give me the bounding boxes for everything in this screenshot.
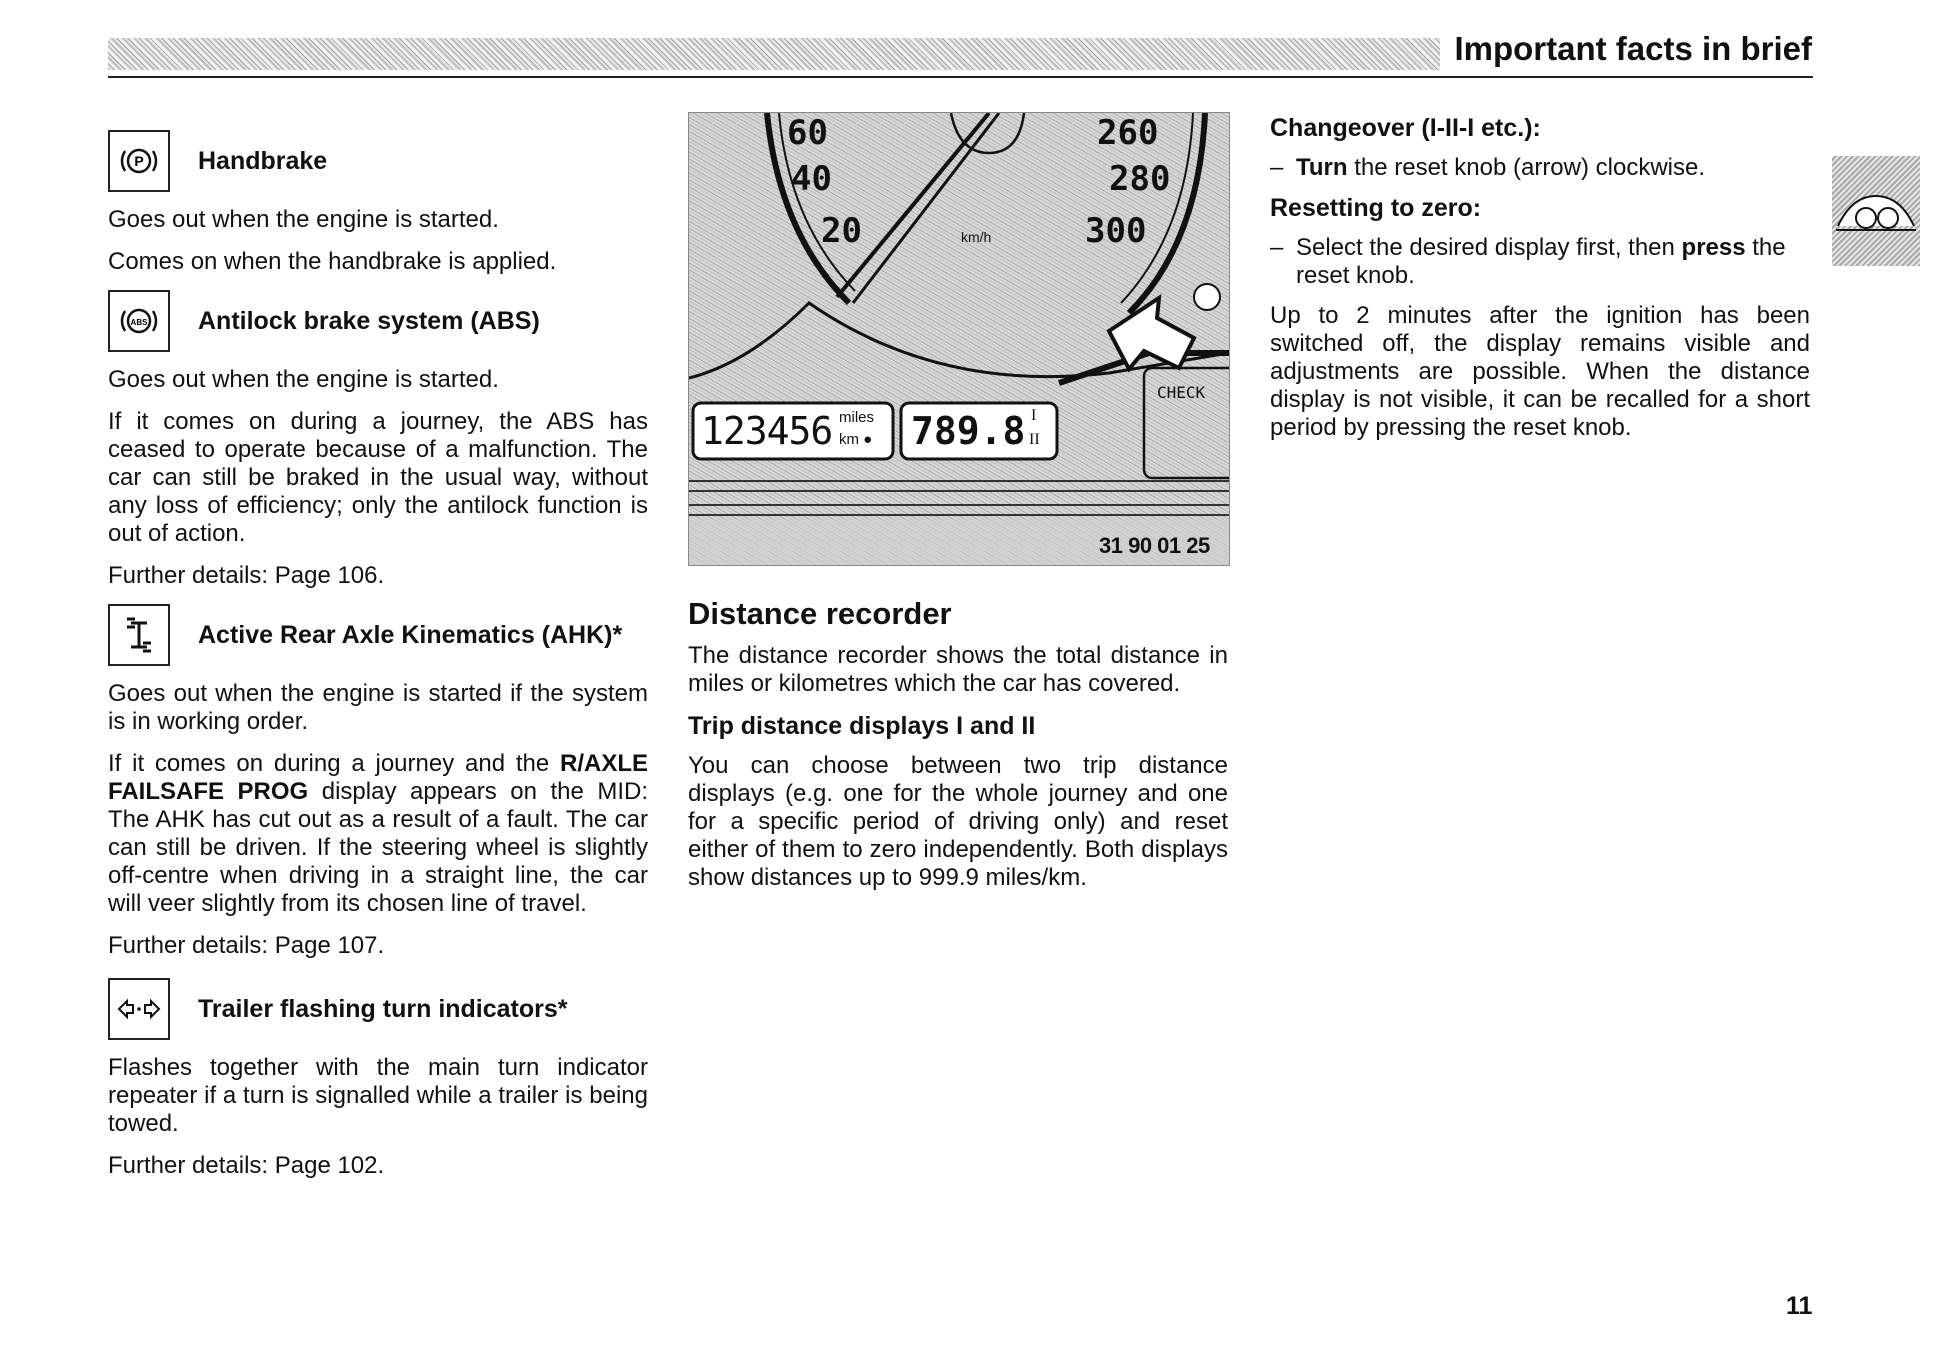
- left-column: [108, 130, 648, 1194]
- trailer-heading: [108, 978, 648, 1040]
- handbrake-title: Handbrake: [198, 147, 328, 175]
- odometer-unit-miles: miles: [839, 409, 875, 426]
- trailer-indicator-icon: [108, 978, 170, 1040]
- trailer-further-details: Further details: Page 102.: [108, 1152, 385, 1179]
- odometer-display: 123456: [701, 409, 833, 453]
- page-number: 11: [1786, 1292, 1813, 1320]
- scale-label-280: 280: [1109, 159, 1171, 199]
- ahk-further-details: Further details: Page 107.: [108, 932, 385, 959]
- right-column: [1270, 114, 1810, 456]
- chapter-tab: [1832, 156, 1920, 266]
- changeover-step: – Turn the reset knob (arrow) clockwise.: [1270, 154, 1706, 181]
- handbrake-heading: [108, 130, 648, 192]
- trip-indicator-i: I: [1031, 407, 1037, 424]
- right-paragraph: Up to 2 minutes after the ignition has been switched off, the display remains visible and adjustments are possible. When the distance display is not visible, it can be recalled for a short period by pressing the reset knob.: [1270, 302, 1810, 441]
- abs-text-1: Goes out when the engine is started.: [108, 366, 499, 393]
- ahk-text-1: Goes out when the engine is started if the system is in working order.: [108, 680, 648, 735]
- figure-code: 31 90 01 25: [1099, 533, 1210, 558]
- trip-display: 789.8: [911, 409, 1026, 453]
- ahk-title: Active Rear Axle Kinematics (AHK)*: [198, 621, 623, 649]
- odometer-unit-km: km ●: [839, 431, 873, 448]
- trailer-text-1: Flashes together with the main turn indicator repeater if a turn is signalled while a trailer is being towed.: [108, 1054, 648, 1137]
- page-header-title: Important facts in brief: [1454, 30, 1812, 67]
- abs-icon: [108, 290, 170, 352]
- abs-heading: [108, 290, 648, 352]
- header-rule: [108, 76, 1813, 78]
- distance-recorder-title: Distance recorder: [688, 596, 952, 631]
- trailer-title: Trailer flashing turn indicators*: [198, 995, 568, 1023]
- handbrake-text-2: Comes on when the handbrake is applied.: [108, 248, 557, 275]
- ahk-heading: [108, 604, 648, 666]
- abs-text-2: If it comes on during a journey, the ABS has ceased to operate because of a malfunction. The car can still be braked in the usual way, without any loss of efficiency; only the antilock function is out of action.: [108, 408, 648, 547]
- trip-distance-title: Trip distance displays I and II: [688, 712, 1036, 740]
- scale-label-40: 40: [791, 159, 832, 199]
- scale-label-300: 300: [1085, 211, 1147, 251]
- speed-unit-label: km/h: [961, 229, 992, 245]
- scale-label-60: 60: [787, 113, 828, 153]
- svg-text:P: P: [134, 153, 144, 169]
- abs-title: Antilock brake system (ABS): [198, 307, 540, 335]
- ahk-text-2: If it comes on during a journey and the R/AXLE FAILSAFE PROG display appears on the MID: The AHK has cut out as a result of a fault. The car can still be driven. If the steering wheel is slightly off-centre when driving in a straight line, the car will veer slightly from its chosen line of travel.: [108, 750, 648, 917]
- scale-label-20: 20: [821, 211, 862, 251]
- rear-axle-icon: [108, 604, 170, 666]
- check-label: CHECK: [1157, 383, 1206, 402]
- middle-column: [688, 596, 1228, 906]
- trip-indicator-ii: II: [1029, 431, 1040, 448]
- brake-p-icon: [108, 130, 170, 192]
- abs-further-details: Further details: Page 106.: [108, 562, 385, 589]
- handbrake-text-1: Goes out when the engine is started.: [108, 206, 499, 233]
- svg-text:ABS: ABS: [130, 318, 148, 327]
- header-pattern-bar: [108, 38, 1440, 70]
- scale-label-260: 260: [1097, 113, 1159, 153]
- reset-title: Resetting to zero:: [1270, 194, 1482, 222]
- trip-distance-text: You can choose between two trip distance displays (e.g. one for the whole journey and one for a specific period of driving only) and reset either of them to zero independently. Both displays show distances up to 999.9 miles/km.: [688, 752, 1228, 891]
- distance-recorder-text: The distance recorder shows the total distance in miles or kilometres which the car has covered.: [688, 642, 1228, 697]
- reset-step: – Select the desired display first, then press the reset knob.: [1270, 234, 1786, 289]
- changeover-title: Changeover (I-II-I etc.):: [1270, 114, 1541, 142]
- instrument-cluster-illustration: [688, 112, 1230, 566]
